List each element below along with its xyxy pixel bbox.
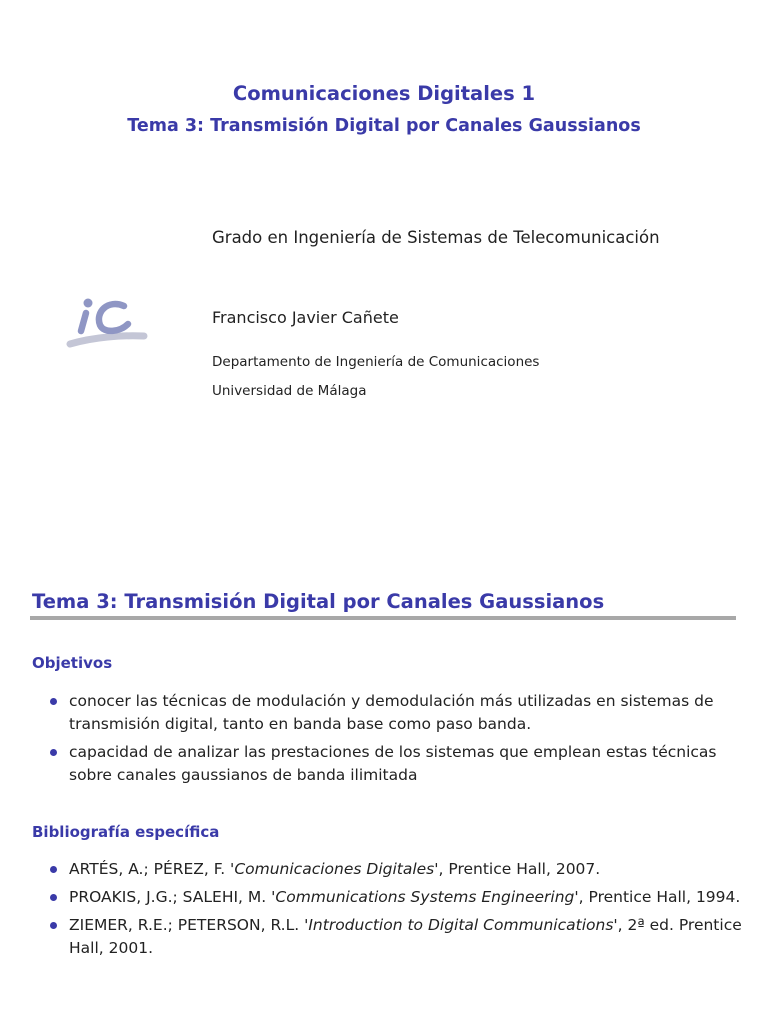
department-name: Departamento de Ingeniería de Comunicaciones <box>212 354 540 370</box>
bibliography-heading: Bibliografía específica <box>32 823 220 841</box>
frame-title: Tema 3: Transmisión Digital por Canales Gaussianos <box>32 590 605 613</box>
objective-item: conocer las técnicas de modulación y demodulación más utilizadas en sistemas de transmisión digital, tanto en banda base como paso banda. <box>48 690 760 736</box>
bullet-icon <box>50 749 57 756</box>
objectives-heading: Objetivos <box>32 654 113 672</box>
title-divider <box>30 616 736 620</box>
bibliography-item: ZIEMER, R.E.; PETERSON, R.L. 'Introduction to Digital Communications', 2ª ed. Prentice Hall, 2001. <box>48 914 760 960</box>
book-title: Introduction to Digital Communications <box>308 916 614 934</box>
bibliography-item: PROAKIS, J.G.; SALEHI, M. 'Communications Systems Engineering', Prentice Hall, 1994. <box>48 886 760 909</box>
bullet-icon <box>50 922 57 929</box>
degree-name: Grado en Ingeniería de Sistemas de Telecomunicación <box>212 228 660 247</box>
topic-title: Tema 3: Transmisión Digital por Canales Gaussianos <box>127 116 641 136</box>
book-title: Comunicaciones Digitales <box>234 860 435 878</box>
bibliography-list <box>48 858 760 965</box>
ic-logo-icon <box>64 294 148 356</box>
university-name: Universidad de Málaga <box>212 383 367 399</box>
course-title: Comunicaciones Digitales 1 <box>232 82 536 105</box>
book-title: Communications Systems Engineering <box>275 888 575 906</box>
objective-item: capacidad de analizar las prestaciones de los sistemas que emplean estas técnicas sobre canales gaussianos de banda ilimitada <box>48 741 760 787</box>
objectives-list <box>48 690 760 792</box>
content-slide <box>0 512 768 1024</box>
bullet-icon <box>50 698 57 705</box>
bullet-icon <box>50 894 57 901</box>
bibliography-item: ARTÉS, A.; PÉREZ, F. 'Comunicaciones Digitales', Prentice Hall, 2007. <box>48 858 760 881</box>
bullet-icon <box>50 866 57 873</box>
author-name: Francisco Javier Cañete <box>212 308 399 327</box>
